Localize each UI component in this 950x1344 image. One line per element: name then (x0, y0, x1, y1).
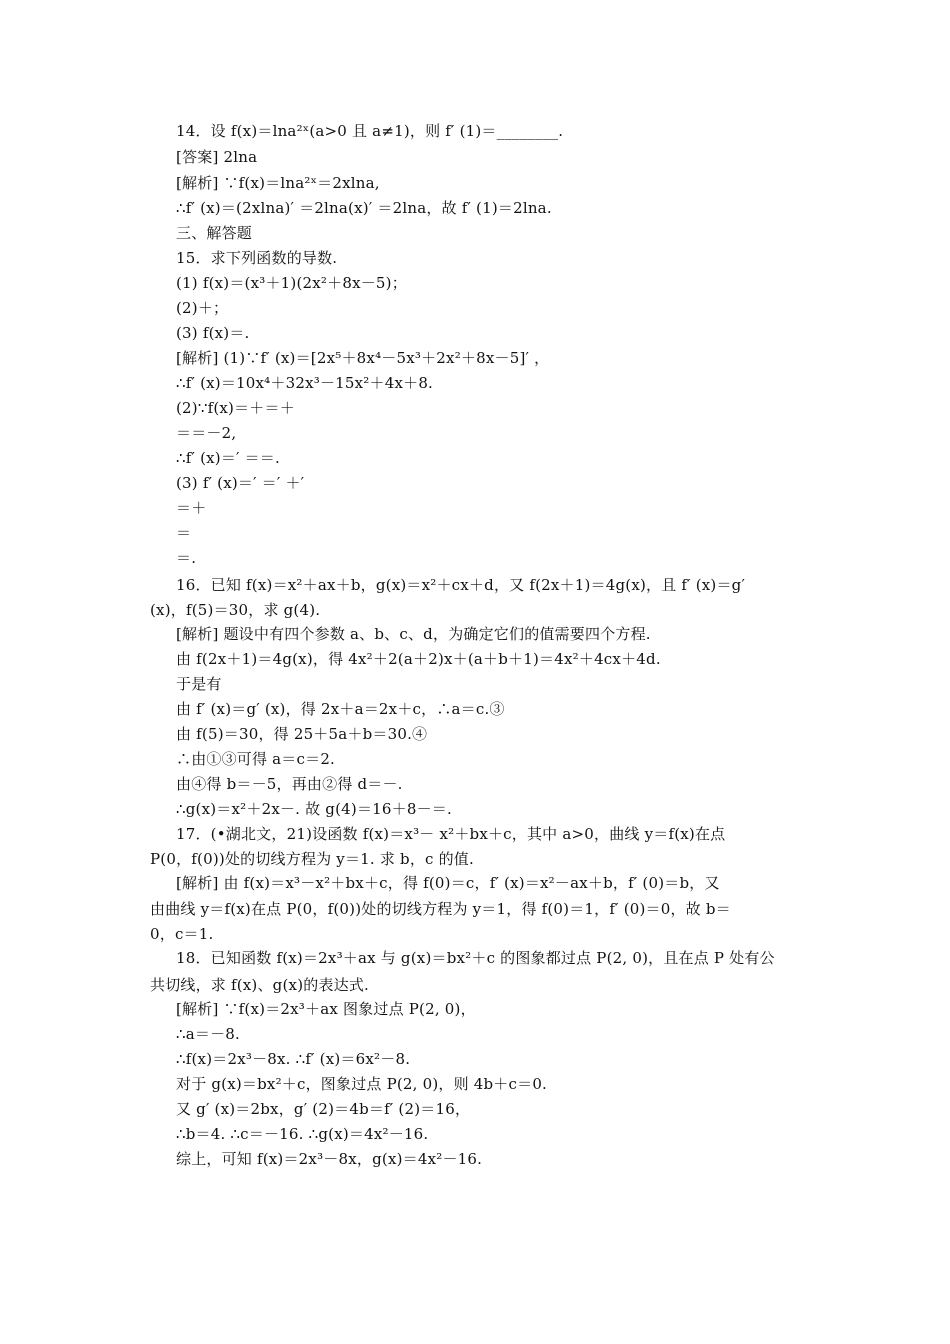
text-line: ＝＝－2, (176, 424, 237, 442)
text-line: 16．已知 f(x)＝x²＋ax＋b，g(x)＝x²＋cx＋d，又 f(2x＋1)＝4g(x)，且 f′ (x)＝g′ (176, 576, 746, 594)
text-line: [解析] ∵f(x)＝2x³＋ax 图象过点 P(2, 0)， (176, 1000, 476, 1018)
text-line: ∴a＝－8. (176, 1025, 240, 1043)
text-line: 0，c＝1. (150, 925, 214, 943)
text-line: 由④得 b＝－5，再由②得 d＝－. (176, 775, 403, 793)
text-line: [解析] 题设中有四个参数 a、b、c、d，为确定它们的值需要四个方程. (176, 625, 651, 643)
text-line: (3) f(x)＝. (176, 324, 250, 342)
text-line: [解析] ∵f(x)＝lna²ˣ＝2xlna, (176, 174, 380, 192)
text-line: 又 g′ (x)＝2bx，g′ (2)＝4b＝f′ (2)＝16， (176, 1100, 471, 1118)
text-line: ∴f(x)＝2x³－8x. ∴f′ (x)＝6x²－8. (176, 1050, 411, 1068)
text-line: (2)∵f(x)＝＋＝＋ (176, 399, 295, 417)
text-line: [解析] (1)∵f′ (x)＝[2x⁵＋8x⁴－5x³＋2x²＋8x－5]′ ， (176, 349, 550, 367)
text-line: 于是有 (176, 675, 222, 693)
text-line: ∴f′ (x)＝′ ＝＝. (176, 449, 280, 467)
text-line: ∴b＝4. ∴c＝－16. ∴g(x)＝4x²－16. (176, 1125, 429, 1143)
text-line: 17．(•湖北文，21)设函数 f(x)＝x³－ x²＋bx＋c，其中 a>0，曲线 y＝f(x)在点 (176, 825, 726, 843)
text-line: 对于 g(x)＝bx²＋c，图象过点 P(2, 0)，则 4b＋c＝0. (176, 1075, 548, 1093)
text-line: 由 f(2x＋1)＝4g(x)，得 4x²＋2(a＋2)x＋(a＋b＋1)＝4x²＋4cx＋4d. (176, 650, 661, 668)
text-line: P(0，f(0))处的切线方程为 y＝1. 求 b，c 的值. (150, 850, 474, 868)
text-line: ∴f′ (x)＝(2xlna)′ ＝2lna(x)′ ＝2lna，故 f′ (1)＝2lna. (176, 199, 552, 217)
text-line: ∴由①③可得 a＝c＝2. (176, 750, 336, 768)
text-line: 由 f′ (x)＝g′ (x)，得 2x＋a＝2x＋c，∴a＝c.③ (176, 700, 505, 718)
text-line: 14．设 f(x)＝lna²ˣ(a>0 且 a≠1)，则 f′ (1)＝________. (176, 122, 564, 140)
text-line: (2)＋； (176, 299, 229, 317)
text-line: ∴g(x)＝x²＋2x－. 故 g(4)＝16＋8－＝. (176, 800, 452, 818)
text-line: ＝＋ (176, 499, 207, 517)
text-line: 综上，可知 f(x)＝2x³－8x，g(x)＝4x²－16. (176, 1150, 483, 1168)
text-line: ∴f′ (x)＝10x⁴＋32x³－15x²＋4x＋8. (176, 374, 434, 392)
text-line: (1) f(x)＝(x³＋1)(2x²＋8x－5)； (176, 274, 407, 292)
text-line: 由曲线 y＝f(x)在点 P(0，f(0))处的切线方程为 y＝1，得 f(0)＝1，f′ (0)＝0，故 b＝ (150, 900, 731, 918)
text-line: 18．已知函数 f(x)＝2x³＋ax 与 g(x)＝bx²＋c 的图象都过点 P(2, 0)，且在点 P 处有公 (176, 949, 775, 967)
text-line: ＝ (176, 524, 192, 542)
text-line: 三、解答题 (176, 224, 253, 242)
text-line: 15．求下列函数的导数. (176, 249, 338, 267)
text-line: [解析] 由 f(x)＝x³－x²＋bx＋c，得 f(0)＝c，f′ (x)＝x²－ax＋b，f′ (0)＝b，又 (176, 874, 720, 892)
text-line: (3) f′ (x)＝′ ＝′ ＋′ (176, 474, 305, 492)
text-line: (x)，f(5)＝30，求 g(4). (150, 601, 321, 619)
text-line: 由 f(5)＝30，得 25＋5a＋b＝30.④ (176, 725, 428, 743)
text-line: ＝. (176, 549, 197, 567)
text-line: 共切线，求 f(x)、g(x)的表达式. (150, 976, 370, 994)
text-line: [答案] 2lna (176, 148, 258, 166)
